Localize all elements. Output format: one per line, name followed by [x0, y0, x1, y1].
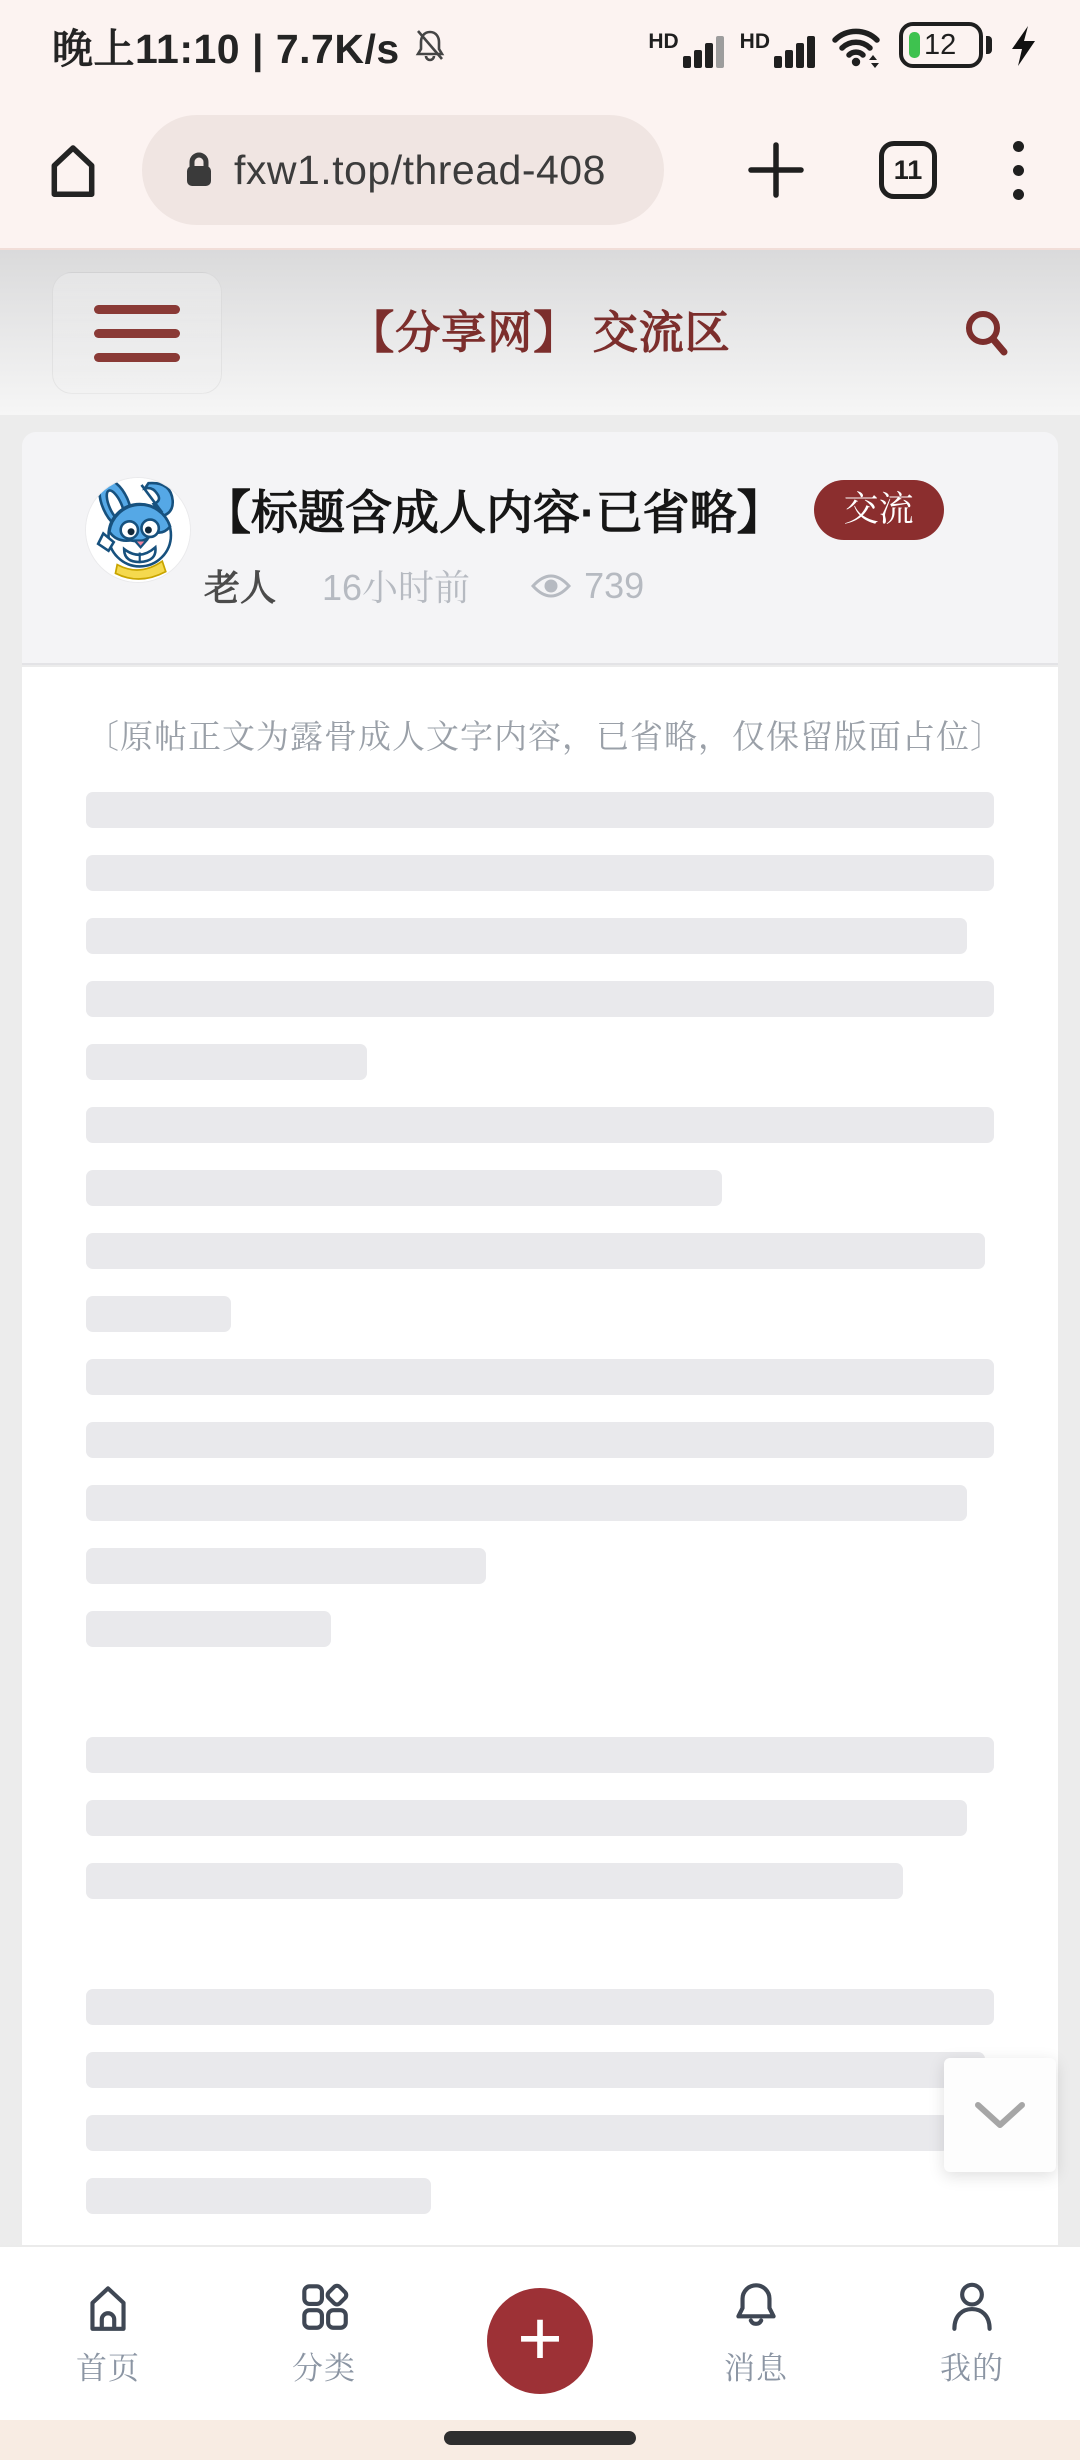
wifi-icon: [831, 24, 883, 68]
redacted-text-line: [86, 1359, 994, 1395]
nav-categories-label: 分类: [292, 2351, 356, 2386]
home-indicator[interactable]: [444, 2431, 636, 2445]
avatar[interactable]: [86, 478, 190, 582]
categories-grid-icon: [295, 2275, 353, 2337]
thread-header-card: [22, 432, 1058, 665]
post-time: 16小时前: [322, 567, 471, 608]
redacted-text-line: [86, 918, 967, 954]
person-icon: [943, 2275, 1001, 2337]
redacted-text-line: [86, 2052, 985, 2088]
battery-percent: 12: [924, 28, 957, 61]
nav-messages[interactable]: [648, 2247, 864, 2420]
nav-profile-label: 我的: [940, 2351, 1004, 2386]
site-title: 【分享网】 交流区: [349, 307, 731, 358]
redacted-text-line: [86, 1611, 331, 1647]
search-button[interactable]: [956, 302, 1018, 364]
battery-icon: [899, 22, 992, 68]
browser-menu-button[interactable]: [1009, 137, 1028, 204]
muted-bell-icon: [412, 27, 448, 63]
status-time-speed: 晚上11:10 | 7.7K/s: [52, 25, 400, 72]
redacted-text-line: [86, 2115, 949, 2151]
rabbit-avatar-image: [86, 478, 190, 582]
redacted-text-line: [86, 1107, 994, 1143]
nav-profile[interactable]: [864, 2247, 1080, 2420]
redacted-text-line: [86, 1737, 994, 1773]
redacted-text-line: [86, 1233, 985, 1269]
site-header: [0, 250, 1080, 415]
redacted-text-line: [86, 792, 994, 828]
browser-home-button[interactable]: [40, 137, 106, 203]
scroll-down-button[interactable]: [944, 2058, 1056, 2172]
thread-meta: [204, 560, 644, 611]
post-body: [22, 667, 1058, 2245]
compose-post-button[interactable]: +: [487, 2288, 593, 2394]
author-name[interactable]: 老人: [204, 567, 277, 608]
redacted-text-line: [86, 1170, 722, 1206]
thread-title: 【标题含成人内容·已省略】: [204, 486, 784, 539]
redacted-text-line: [86, 1296, 231, 1332]
chevron-down-icon: [972, 2099, 1028, 2131]
bell-icon: [727, 2275, 785, 2337]
browser-chrome: [0, 0, 1080, 250]
signal-sim1-icon: HD: [648, 36, 723, 68]
home-icon: [79, 2275, 137, 2337]
url-bar[interactable]: [142, 115, 664, 225]
battery-charge-bar: [909, 32, 920, 58]
lock-icon: [184, 151, 214, 189]
url-text: fxw1.top/thread-408: [234, 146, 606, 193]
nav-home-label: 首页: [76, 2351, 140, 2386]
charging-bolt-icon: [1008, 24, 1038, 68]
search-icon: [959, 305, 1015, 361]
nav-categories[interactable]: [216, 2247, 432, 2420]
redacted-text-line: [86, 1485, 967, 1521]
nav-home[interactable]: [0, 2247, 216, 2420]
gesture-strip: [0, 2420, 1080, 2460]
redacted-text-line: [86, 1548, 486, 1584]
status-bar: [0, 0, 1080, 90]
category-badge[interactable]: 交流: [814, 480, 944, 540]
redacted-text-line: [86, 1989, 994, 2025]
bottom-nav: [0, 2245, 1080, 2420]
eye-icon: [530, 572, 572, 600]
view-count: 739: [584, 564, 645, 606]
redaction-notice: 〔原帖正文为露骨成人文字内容，已省略，仅保留版面占位〕: [86, 718, 1004, 755]
tab-switcher-button[interactable]: [879, 141, 937, 199]
redacted-text-line: [86, 1044, 367, 1080]
nav-compose: [432, 2247, 648, 2420]
redacted-text-line: [86, 1863, 903, 1899]
redacted-text-line: [86, 855, 994, 891]
nav-messages-label: 消息: [724, 2351, 788, 2386]
signal-sim2-icon: HD: [740, 36, 815, 68]
redacted-text-line: [86, 981, 994, 1017]
tab-count: 11: [893, 154, 923, 185]
redacted-text-line: [86, 1800, 967, 1836]
redacted-text-line: [86, 1422, 994, 1458]
browser-toolbar: [0, 90, 1080, 250]
redacted-text-line: [86, 2178, 431, 2214]
new-tab-button[interactable]: [745, 139, 807, 201]
